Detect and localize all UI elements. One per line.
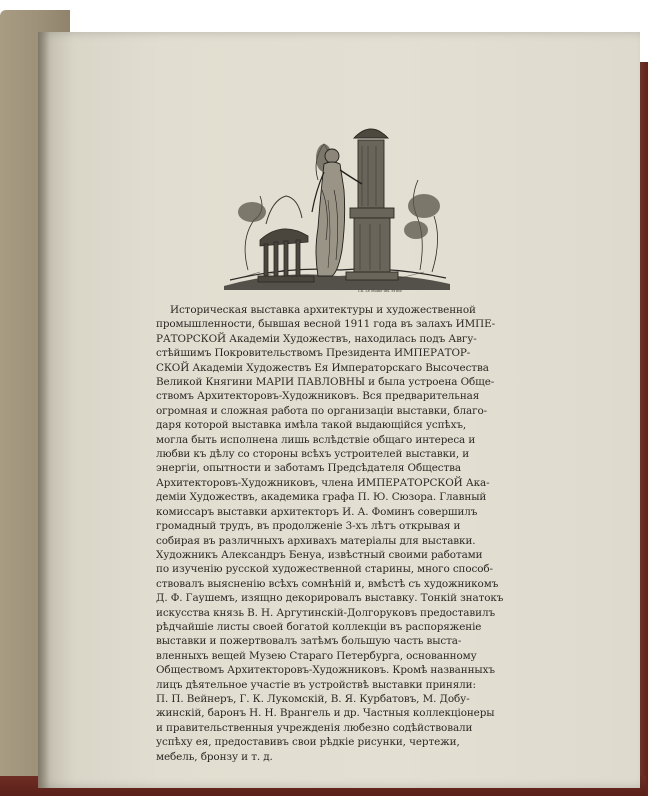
paragraph-line: Художникъ Александръ Бенуа, извѣстный своими работами xyxy=(156,548,483,561)
paragraph-line: жинскій, баронъ Н. Н. Врангель и др. Частныя коллекціонеры xyxy=(156,707,495,720)
paragraph-line: Великой Княгини МАРІИ ПАВЛОВНЫ и была устроена Обще- xyxy=(156,376,495,389)
paragraph-line: ствовалъ выясненію всѣхъ сомнѣній и, вмѣстѣ съ художникомъ xyxy=(156,577,499,590)
paragraph-line: мебель, бронзу и т. д. xyxy=(156,750,273,763)
paragraph-line: выставки и пожертвовалъ затѣмъ большую часть выста- xyxy=(156,635,462,648)
page-gutter-shadow xyxy=(38,32,50,788)
paragraph-line: огромная и сложная работа по организаціи выставки, благо- xyxy=(156,404,488,417)
paragraph-line: успѣху ея, предоставивъ свои рѣдкіе рисунки, чертежи, xyxy=(156,736,460,749)
paragraph-line: рѣдчайшіе листы своей богатой коллекціи въ распоряженіе xyxy=(156,620,482,633)
paragraph-line: лицъ дѣятельное участіе въ устройствѣ выставки приняли: xyxy=(156,678,476,691)
paragraph-line: собирая въ различныхъ архивахъ матеріалы для выставки. xyxy=(156,534,476,547)
paragraph-line: ствомъ Архитекторовъ-Художниковъ. Вся предварительная xyxy=(156,390,480,403)
paragraph-line: промышленности, бывшая весной 1911 года въ залахъ ИМПЕ- xyxy=(156,318,496,331)
paragraph-line: П. П. Вейнеръ, Г. К. Лукомскій, В. Я. Курбатовъ, М. Добу- xyxy=(156,692,470,705)
paragraph-line: стѣйшимъ Покровительствомъ Президента ИМПЕРАТОР- xyxy=(156,347,471,360)
paragraph-line: любви къ дѣлу со стороны всѣхъ устроителей выставки, и xyxy=(156,448,470,461)
classical-allegory-engraving-icon xyxy=(220,120,454,296)
paragraph-line: громадный трудъ, въ продолженіе 3-хъ лѣтъ открывая и xyxy=(156,520,461,533)
paragraph-line: вленныхъ вещей Музею Стараго Петербурга, основанному xyxy=(156,649,477,662)
paragraph-line: Историческая выставка архитектуры и художественной xyxy=(170,304,476,316)
paragraph-line: и правительственныя учрежденія любезно содѣйствовали xyxy=(156,721,473,734)
paragraph-line: искусства князь В. Н. Аргутинскій-Долгоруковъ предоставилъ xyxy=(156,606,495,619)
paragraph-line: деміи Художествъ, академика графа П. Ю. Сюзора. Главный xyxy=(156,491,487,504)
paragraph-line: по изученію русской художественной старины, много способ- xyxy=(156,563,493,576)
paragraph-line: могла быть исполнена лишь вслѣдствіе общаго интереса и xyxy=(156,433,476,446)
paragraph-line: комиссаръ выставки архитекторъ И. А. Фоминъ совершилъ xyxy=(156,505,478,518)
paragraph-line: энергіи, опытности и заботамъ Предсѣдателя Общества xyxy=(156,462,461,475)
intro-paragraph xyxy=(156,303,528,764)
paragraph-line: даря которой выставка имѣла такой выдающійся успѣхъ, xyxy=(156,419,467,432)
paragraph-line: Обществомъ Архитекторовъ-Художниковъ. Кромѣ названныхъ xyxy=(156,664,495,677)
paragraph-line: СКОЙ Академіи Художествъ Ея Императорскаго Высочества xyxy=(156,361,489,374)
paragraph-line: РАТОРСКОЙ Академіи Художествъ, находилась подъ Авгу- xyxy=(156,332,477,345)
paragraph-line: Архитекторовъ-Художниковъ, члена ИМПЕРАТОРСКОЙ Ака- xyxy=(156,476,490,489)
paragraph-line: Д. Ф. Гаушемъ, изящно декорировалъ выставку. Тонкій знатокъ xyxy=(156,592,504,605)
svg-text:Ch. Le Moine del. et inv.: Ch. Le Moine del. et inv. xyxy=(358,289,403,293)
